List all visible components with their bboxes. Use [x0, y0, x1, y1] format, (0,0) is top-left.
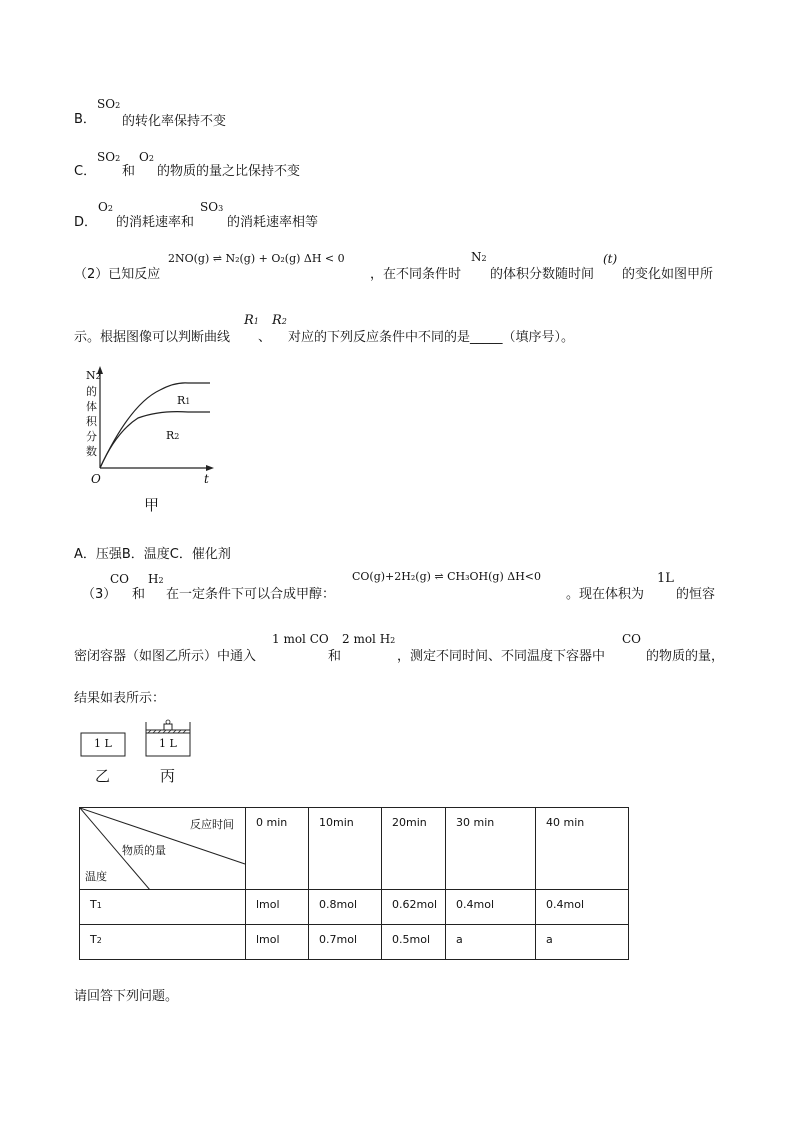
so2-formula: SO2 — [97, 97, 121, 111]
o2-formula-d: O2 — [98, 200, 113, 214]
q2-line2-b: 对应的下列反应条件中不同的是_____（填序号）。 — [288, 330, 575, 345]
container-bing-label: 1 L — [159, 737, 177, 750]
table-cell: 0.8mol — [309, 890, 382, 925]
r2-label: R2 — [272, 313, 287, 328]
container-yi-label: 1 L — [94, 737, 112, 750]
q3-line2-b: ，测定不同时间、不同温度下容器中 — [397, 649, 606, 664]
co-amount-table — [79, 807, 629, 960]
q3-line3: 结果如表所示： — [74, 691, 166, 706]
option-b-text: 的转化率保持不变 — [122, 114, 227, 129]
table-cell: lmol — [246, 925, 309, 960]
co-formula: CO — [110, 572, 130, 586]
q3-vol-b: 的恒容 — [676, 587, 716, 602]
table-cell: 0.4mol — [446, 890, 536, 925]
table-cell: 0.5mol — [382, 925, 446, 960]
piston-weight — [164, 724, 172, 730]
q2-mid2: 的体积分数随时间 — [490, 267, 595, 282]
x-axis-label: t — [204, 472, 209, 486]
row-temp: T1 — [80, 890, 246, 925]
table-cell: a — [536, 925, 629, 960]
row-temp: T2 — [80, 925, 246, 960]
q2-prefix: （2）已知反应 — [74, 267, 161, 282]
diagonal-header-cell — [80, 808, 246, 890]
table-header-row — [80, 808, 629, 890]
origin-label: O — [91, 472, 101, 486]
container-bing-caption: 丙 — [160, 767, 176, 785]
q3-prefix: （3） — [82, 587, 117, 602]
q2-options: A．压强B．温度C．催化剂 — [74, 547, 231, 562]
option-d-text: 的消耗速率相等 — [227, 215, 319, 230]
figure-jia-caption: 甲 — [144, 496, 160, 514]
table-cell: lmol — [246, 890, 309, 925]
q2-equation: 2NO(g) ⇌ N₂(g) + O₂(g) ΔH < 0 — [168, 252, 345, 265]
time-header: 0 min — [246, 808, 309, 890]
time-symbol: (t) — [603, 252, 618, 266]
so3-formula: SO3 — [200, 200, 224, 214]
table-row — [80, 890, 629, 925]
table-row — [80, 925, 629, 960]
q2-line2-a: 示。根据图像可以判断曲线 — [74, 330, 231, 345]
table-cell: 0.62mol — [382, 890, 446, 925]
one-liter: 1L — [657, 571, 674, 586]
two-mol-h2: 2 mol H2 — [342, 632, 396, 646]
header-time: 反应时间 — [190, 818, 234, 831]
curve-r2-upper — [100, 383, 210, 468]
option-d-mid: 的消耗速率和 — [116, 215, 195, 230]
q3-equation: CO(g)+2H₂(g) ⇌ CH₃OH(g) ΔH<0 — [352, 570, 542, 583]
q2-mid: ，在不同条件时 — [370, 267, 462, 282]
option-c-label: C． — [74, 164, 97, 179]
q3-line2-a: 密闭容器（如图乙所示）中通入 — [74, 649, 257, 664]
option-c-and: 和 — [122, 164, 136, 179]
time-header: 10min — [309, 808, 382, 890]
table-cell: 0.7mol — [309, 925, 382, 960]
curve-r1-label: R1 — [177, 394, 191, 407]
header-amount: 物质的量 — [122, 844, 166, 857]
figure-containers — [80, 718, 210, 788]
time-header: 40 min — [536, 808, 629, 890]
figure-jia — [80, 362, 230, 522]
x-axis-arrow — [206, 465, 214, 471]
curve-r2-label: R2 — [166, 429, 180, 442]
o2-formula-c: O2 — [139, 150, 154, 164]
n2-formula: N2 — [471, 250, 487, 264]
container-yi-caption: 乙 — [95, 767, 111, 785]
option-b-label: B． — [74, 112, 96, 127]
q3-line2-c: 的物质的量， — [646, 649, 725, 664]
q3-vol-a: 。现在体积为 — [566, 587, 645, 602]
co-formula-2: CO — [622, 632, 642, 646]
so2-formula-c: SO2 — [97, 150, 121, 164]
table-cell: 0.4mol — [536, 890, 629, 925]
time-header: 20min — [382, 808, 446, 890]
q3-and: 和 — [132, 587, 146, 602]
q2-end: 的变化如图甲所 — [622, 267, 714, 282]
h2-formula: H2 — [148, 572, 164, 586]
one-mol-co: 1 mol CO — [272, 632, 329, 646]
sep: 、 — [258, 330, 272, 345]
q3-mid: 在一定条件下可以合成甲醇： — [166, 587, 336, 602]
option-c-text: 的物质的量之比保持不变 — [157, 164, 301, 179]
q3-line2-and: 和 — [328, 649, 342, 664]
time-header: 30 min — [446, 808, 536, 890]
y-axis-label: N2 的 体 积 分 数 — [86, 369, 101, 458]
table-cell: a — [446, 925, 536, 960]
option-b — [74, 108, 96, 127]
curve-r1 — [100, 412, 210, 468]
header-temp: 温度 — [85, 870, 107, 883]
r1-label: R1 — [244, 313, 259, 328]
option-d-label: D． — [74, 215, 98, 230]
closing-text: 请回答下列问题。 — [74, 989, 179, 1004]
